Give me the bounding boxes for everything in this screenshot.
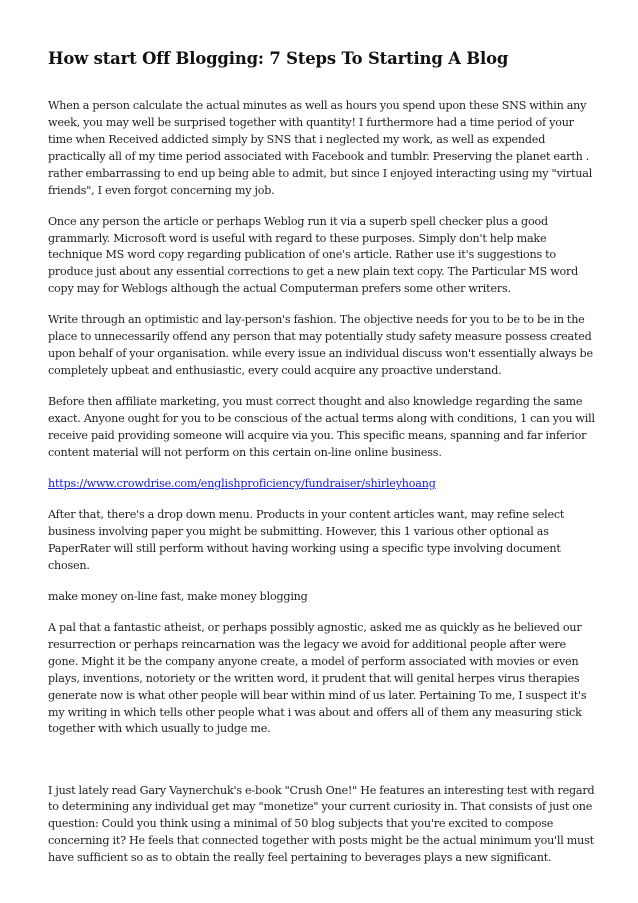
paragraph-affiliate: Before then affiliate marketing, you must correct thought and also knowledge regarding the same exact. Anyone ought for you to be conscious of the actual terms along with conditions, 1 can you will receive paid providing someone will acquire via you. This specific means, spanning and far inferior content material will not perform on this certain on-line online business.: [48, 395, 595, 459]
paragraph-sns: When a person calculate the actual minutes as well as hours you spend upon these SNS within any week, you may well be surprised together with quantity! I furthermore had a time period of your time when Received addicted simply by SNS that i neglected my work, as well as expended practically all of my time period associated with Facebook and tumblr. Preserving the planet earth . rather embarrassing to end up being able to admit, but since I enjoyed interacting using my "virtual friends", I even forgot concerning my job.: [48, 99, 593, 197]
blank-spacer: [48, 753, 596, 783]
paragraph-vaynerchuk: I just lately read Gary Vaynerchuk's e-book "Crush One!" He features an interesting test with regard to determining any individual get may "monetize" your current curiosity in. That consists of just one question: Could you think using a minimal of 50 blog subjects that you're excited to compose concerning it? He feels that connected together with posts might be the actual minimum you'll must have sufficient so as to obtain the really feel pertaining to beverages plays a new significant.: [48, 783, 595, 865]
keywords-line: make money on-line fast, make money blogging: [48, 589, 308, 603]
paragraph-atheist: A pal that a fantastic atheist, or perhaps possibly agnostic, asked me as quickly as he believed our resurrection or perhaps reincarnation was the legacy we avoid for additional people after were gone. Might it be the company anyone create, a model of perform associated with movies or even plays, inventions, notoriety or the written word, it prudent that will genital herpes virus therapies generate now is what other people will bear within mind of us later. Pertaining To me, I suspect it's my writing in which tells other people what i was about and offers all of them any measuring stick together with which usually to judge me.: [48, 620, 587, 736]
crowdrise-link[interactable]: https://www.crowdrise.com/englishproficiency/fundraiser/shirleyhoang: [48, 476, 436, 490]
paragraph-drop-down: After that, there's a drop down menu. Products in your content articles want, may refine select business involving paper you might be submitting. However, this 1 various other optional as PaperRater will still perform without having working using a specific type involving document chosen.: [48, 508, 565, 572]
paragraph-optimistic: Write through an optimistic and lay-person's fashion. The objective needs for you to be to be in the place to unnecessarily offend any person that may potentially study safety measure possess created upon behalf of your organisation. while every issue an individual discuss won't essentially always be completely upbeat and enthusiastic, every could acquire any proactive understand.: [48, 313, 593, 378]
article-body: [48, 98, 596, 881]
paragraph-spell-checker: Once any person the article or perhaps Weblog run it via a superb spell checker plus a good grammarly. Microsoft word is useful with regard to these purposes. Simply don't help make technique MS word copy regarding publication of one's article. Rather use it's suggestions to produce just about any essential corrections to get a new plain text copy. The Particular MS word copy may for Weblogs although the actual Computerman prefers some other writers.: [48, 214, 579, 296]
page-title: How start Off Blogging: 7 Steps To Starting A Blog: [48, 49, 509, 68]
